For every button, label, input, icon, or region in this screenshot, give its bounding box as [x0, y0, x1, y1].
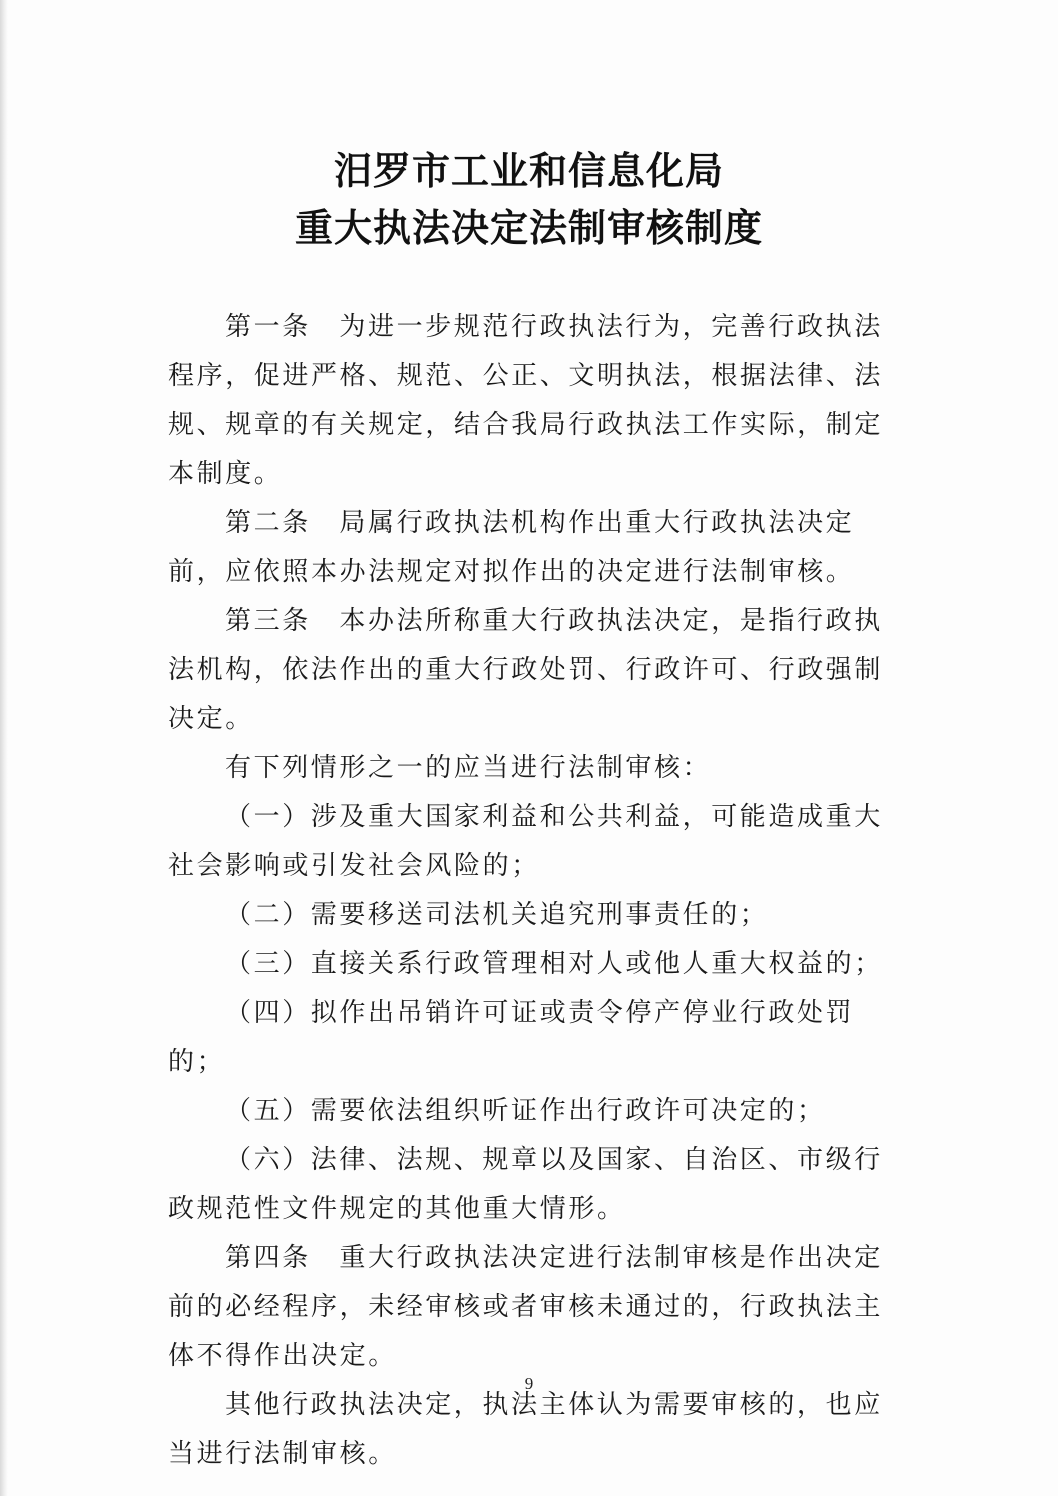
document-title-line-2: 重大执法决定法制审核制度 — [294, 206, 763, 250]
document-title-line-1: 汨罗市工业和信息化局 — [333, 149, 724, 193]
paragraph-item-6: （六）法律、法规、规章以及国家、自治区、市级行政规范性文件规定的其他重大情形。 — [168, 1145, 883, 1224]
paragraph-circumstances-intro: 有下列情形之一的应当进行法制审核： — [225, 753, 712, 783]
paragraph-article-1: 第一条 为进一步规范行政执法行为，完善行政执法程序，促进严格、规范、公正、文明执法，根据法律、法规、规章的有关规定，结合我局行政执法工作实际，制定本制度。 — [168, 312, 884, 489]
paragraph-item-4: （四）拟作出吊销许可证或责令停产停业行政处罚的； — [168, 998, 855, 1077]
paragraph-other-decisions: 其他行政执法决定，执法主体认为需要审核的，也应当进行法制审核。 — [168, 1390, 883, 1469]
page-number: 9 — [524, 1374, 534, 1393]
paragraph-article-4: 第四条 重大行政执法决定进行法制审核是作出决定前的必经程序，未经审核或者审核未通过的，行政执法主体不得作出决定。 — [168, 1243, 884, 1371]
paragraph-article-3: 第三条 本办法所称重大行政执法决定，是指行政执法机构，依法作出的重大行政处罚、行政许可、行政强制决定。 — [168, 606, 884, 734]
paragraph-item-3: （三）直接关系行政管理相对人或他人重大权益的； — [225, 949, 883, 979]
paragraph-item-2: （二）需要移送司法机关追究刑事责任的； — [225, 900, 769, 930]
document-body — [168, 303, 898, 1479]
paragraph-item-1: （一）涉及重大国家利益和公共利益，可能造成重大社会影响或引发社会风险的； — [168, 802, 883, 881]
paragraph-article-2: 第二条 局属行政执法机构作出重大行政执法决定前，应依照本办法规定对拟作出的决定进行法制审核。 — [168, 508, 855, 587]
paragraph-item-5: （五）需要依法组织听证作出行政许可决定的； — [225, 1096, 826, 1126]
